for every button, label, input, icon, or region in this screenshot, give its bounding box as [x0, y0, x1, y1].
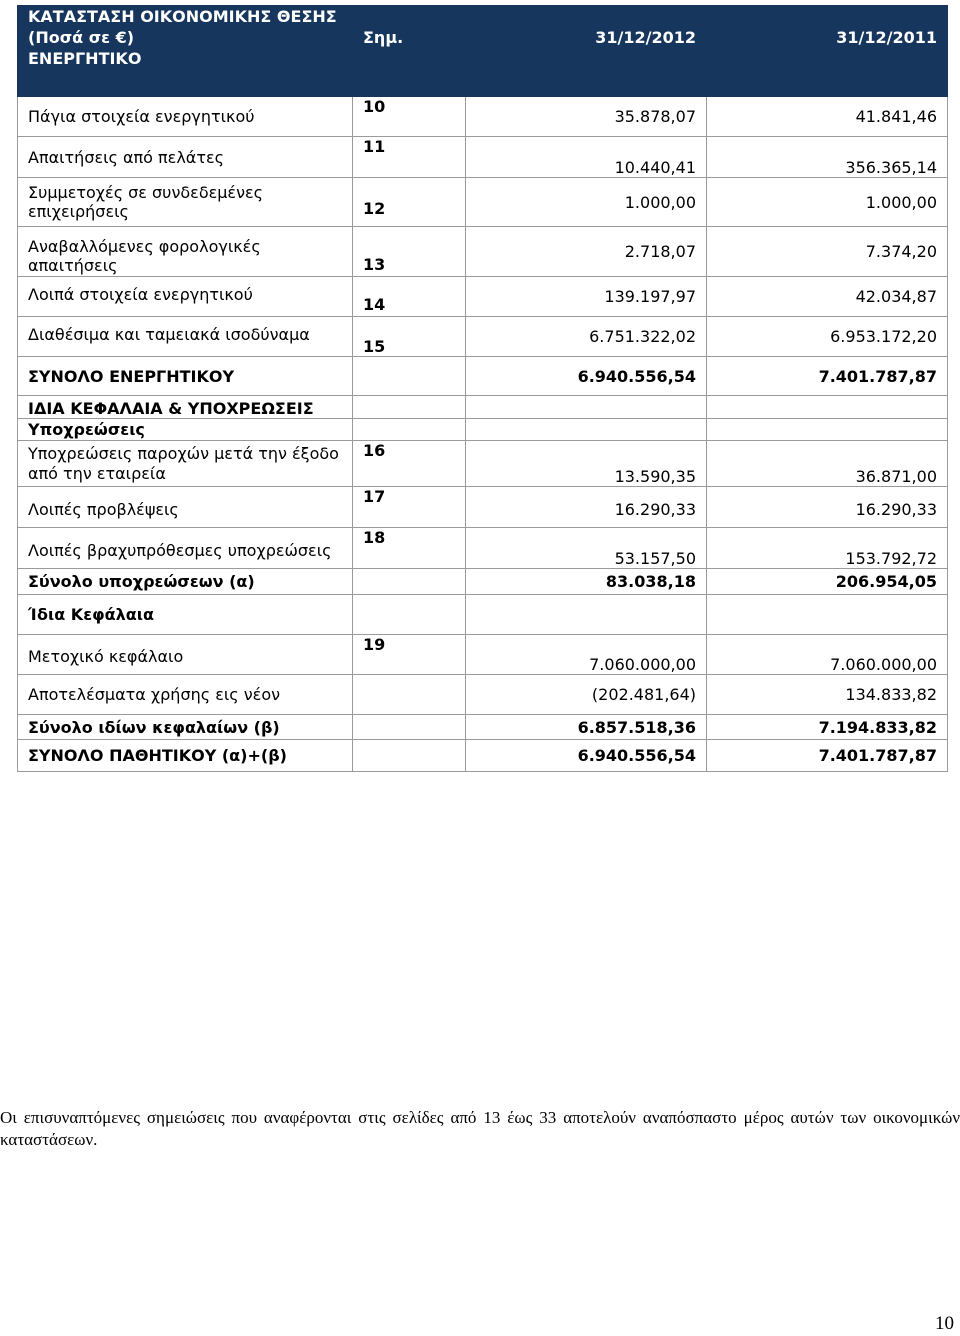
row-value-2011: 7.194.833,82 — [707, 715, 948, 740]
row-value-2012: 53.157,50 — [466, 528, 707, 569]
row-note: 11 — [353, 137, 466, 178]
empty-cell — [466, 595, 707, 635]
total-equity-row — [18, 715, 948, 740]
row-label: Απαιτήσεις από πελάτες — [18, 137, 353, 178]
row-value-2012: (202.481,64) — [466, 675, 707, 715]
header-spacer-cell — [707, 70, 948, 97]
row-value-2011: 153.792,72 — [707, 528, 948, 569]
header-spacer-cell — [18, 70, 353, 97]
section-heading-row — [18, 396, 948, 419]
empty-cell — [707, 419, 948, 441]
table-row — [18, 317, 948, 357]
row-value-2012: 6.940.556,54 — [466, 740, 707, 772]
section-heading-row — [18, 595, 948, 635]
row-value-2011: 6.953.172,20 — [707, 317, 948, 357]
table-row — [18, 97, 948, 137]
row-note: 18 — [353, 528, 466, 569]
row-value-2011: 206.954,05 — [707, 569, 948, 595]
row-label: Μετοχικό κεφάλαιο — [18, 635, 353, 675]
empty-cell — [353, 595, 466, 635]
row-label: ΣΥΝΟΛΟ ΕΝΕΡΓΗΤΙΚΟΥ — [18, 357, 353, 396]
row-note: 19 — [353, 635, 466, 675]
table-row — [18, 178, 948, 227]
row-value-2011: 41.841,46 — [707, 97, 948, 137]
row-value-2011: 134.833,82 — [707, 675, 948, 715]
row-value-2012: 7.060.000,00 — [466, 635, 707, 675]
column-2012-header: 31/12/2012 — [466, 6, 707, 70]
page-number: 10 — [935, 1313, 954, 1334]
row-value-2011: 7.060.000,00 — [707, 635, 948, 675]
row-value-2012: 10.440,41 — [466, 137, 707, 178]
row-label: Διαθέσιμα και ταμειακά ισοδύναμα — [18, 317, 353, 357]
row-label: Συμμετοχές σε συνδεδεμένες επιχειρήσεις — [18, 178, 353, 227]
footer-note: Οι επισυναπτόμενες σημειώσεις που αναφέρονται στις σελίδες από 13 έως 33 αποτελούν αναπόσπαστο μέρος αυτών των οικονομικών καταστάσεων. — [0, 1108, 960, 1149]
financial-position-sheet — [17, 5, 947, 772]
row-value-2012: 35.878,07 — [466, 97, 707, 137]
row-label: Σύνολο υποχρεώσεων (α) — [18, 569, 353, 595]
note-column-header: Σημ. — [353, 6, 466, 70]
row-note: 17 — [353, 487, 466, 528]
table-row — [18, 137, 948, 178]
row-value-2012: 2.718,07 — [466, 227, 707, 277]
row-value-2012: 6.940.556,54 — [466, 357, 707, 396]
financial-position-table — [17, 5, 948, 772]
row-label: Αποτελέσματα χρήσης εις νέον — [18, 675, 353, 715]
row-value-2011: 356.365,14 — [707, 137, 948, 178]
row-label: Αναβαλλόμενες φορολογικές απαιτήσεις — [18, 227, 353, 277]
row-label: Λοιπές βραχυπρόθεσμες υποχρεώσεις — [18, 528, 353, 569]
row-value-2012: 16.290,33 — [466, 487, 707, 528]
row-value-2011: 36.871,00 — [707, 441, 948, 487]
row-value-2012: 13.590,35 — [466, 441, 707, 487]
row-value-2011: 7.401.787,87 — [707, 357, 948, 396]
row-value-2011: 42.034,87 — [707, 277, 948, 317]
section-heading-row — [18, 419, 948, 441]
row-note — [353, 740, 466, 772]
currency-note: (Ποσά σε €) — [28, 28, 135, 47]
row-label: ΣΥΝΟΛΟ ΠΑΘΗΤΙΚΟΥ (α)+(β) — [18, 740, 353, 772]
row-value-2012: 6.751.322,02 — [466, 317, 707, 357]
row-value-2011: 7.374,20 — [707, 227, 948, 277]
header-row — [18, 6, 948, 70]
table-row — [18, 675, 948, 715]
row-label: Λοιπές προβλέψεις — [18, 487, 353, 528]
row-note: 13 — [353, 227, 466, 277]
header-title-cell — [18, 6, 353, 70]
header-spacer-cell — [466, 70, 707, 97]
header-spacer-cell — [353, 70, 466, 97]
row-label: Υποχρεώσεις παροχών μετά την έξοδο από την εταιρεία — [18, 441, 353, 487]
row-label: Σύνολο ιδίων κεφαλαίων (β) — [18, 715, 353, 740]
table-row — [18, 227, 948, 277]
row-note: 10 — [353, 97, 466, 137]
row-value-2012: 83.038,18 — [466, 569, 707, 595]
row-value-2012: 6.857.518,36 — [466, 715, 707, 740]
section-liabilities-heading: Υποχρεώσεις — [18, 419, 353, 441]
row-value-2012: 1.000,00 — [466, 178, 707, 227]
row-note — [353, 715, 466, 740]
row-note: 14 — [353, 277, 466, 317]
total-equity-liabilities-row — [18, 740, 948, 772]
empty-cell — [466, 419, 707, 441]
row-label: Λοιπά στοιχεία ενεργητικού — [18, 277, 353, 317]
row-note: 12 — [353, 178, 466, 227]
row-value-2011: 16.290,33 — [707, 487, 948, 528]
row-note — [353, 357, 466, 396]
section-equity-liabilities-heading: ΙΔΙΑ ΚΕΦΑΛΑΙΑ & ΥΠΟΧΡΕΩΣΕΙΣ — [18, 396, 353, 419]
statement-title: ΚΑΤΑΣΤΑΣΗ ΟΙΚΟΝΟΜΙΚΗΣ ΘΕΣΗΣ — [28, 7, 337, 26]
empty-cell — [353, 419, 466, 441]
column-2011-header: 31/12/2011 — [707, 6, 948, 70]
empty-cell — [353, 396, 466, 419]
row-note — [353, 675, 466, 715]
row-label: Πάγια στοιχεία ενεργητικού — [18, 97, 353, 137]
table-row — [18, 487, 948, 528]
row-value-2011: 7.401.787,87 — [707, 740, 948, 772]
total-liabilities-row — [18, 569, 948, 595]
table-row — [18, 528, 948, 569]
row-note — [353, 569, 466, 595]
empty-cell — [707, 595, 948, 635]
row-value-2012: 139.197,97 — [466, 277, 707, 317]
table-row — [18, 441, 948, 487]
row-note: 16 — [353, 441, 466, 487]
table-row — [18, 635, 948, 675]
empty-cell — [466, 396, 707, 419]
row-note: 15 — [353, 317, 466, 357]
section-assets-heading: ΕΝΕΡΓΗΤΙΚΟ — [28, 49, 142, 68]
table-row — [18, 277, 948, 317]
header-spacer-row — [18, 70, 948, 97]
section-equity-heading: Ίδια Κεφάλαια — [18, 595, 353, 635]
empty-cell — [707, 396, 948, 419]
total-assets-row — [18, 357, 948, 396]
row-value-2011: 1.000,00 — [707, 178, 948, 227]
